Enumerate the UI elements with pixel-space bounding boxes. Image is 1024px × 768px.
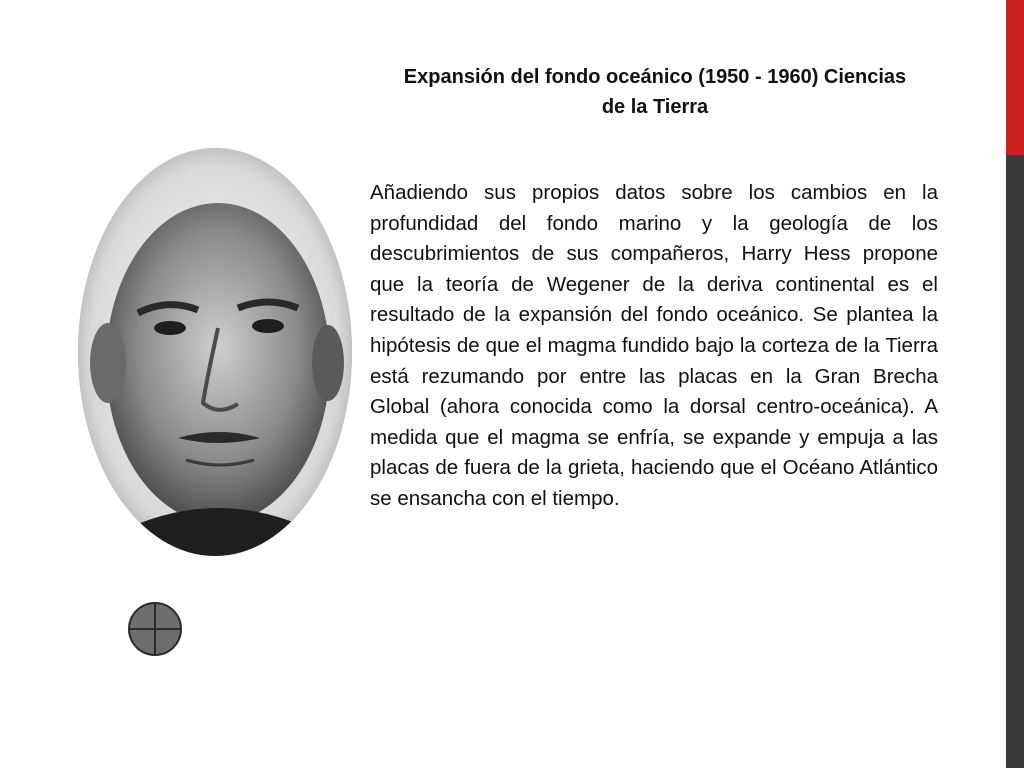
slide-body-text: Añadiendo sus propios datos sobre los cambios en la profundidad del fondo marino y la geología de los descubrimientos de sus compañeros, Harry Hess propone que la teoría de Wegener de la deriva continental es el resultado de la expansión del fondo oceánico. Se plantea la hipótesis de que el magma fundido bajo la corteza de la Tierra está rezumando por entre las placas en la Gran Brecha Global (ahora conocida como la dorsal centro-oceánica). A medida que el magma se enfría, se expande y empuja a las placas de fuera de la grieta, haciendo que el Océano Atlántico se ensancha con el tiempo. bbox=[370, 181, 938, 510]
accent-bar-red bbox=[1006, 0, 1024, 155]
portrait-illustration bbox=[78, 148, 352, 556]
portrait-photo bbox=[78, 148, 352, 556]
accent-bar-dark bbox=[1006, 155, 1024, 768]
slide-title: Expansión del fondo oceánico (1950 - 1960) Ciencias de la Tierra bbox=[403, 66, 907, 118]
crosshair-vertical-line bbox=[154, 604, 156, 654]
crosshair-icon[interactable] bbox=[128, 602, 182, 656]
